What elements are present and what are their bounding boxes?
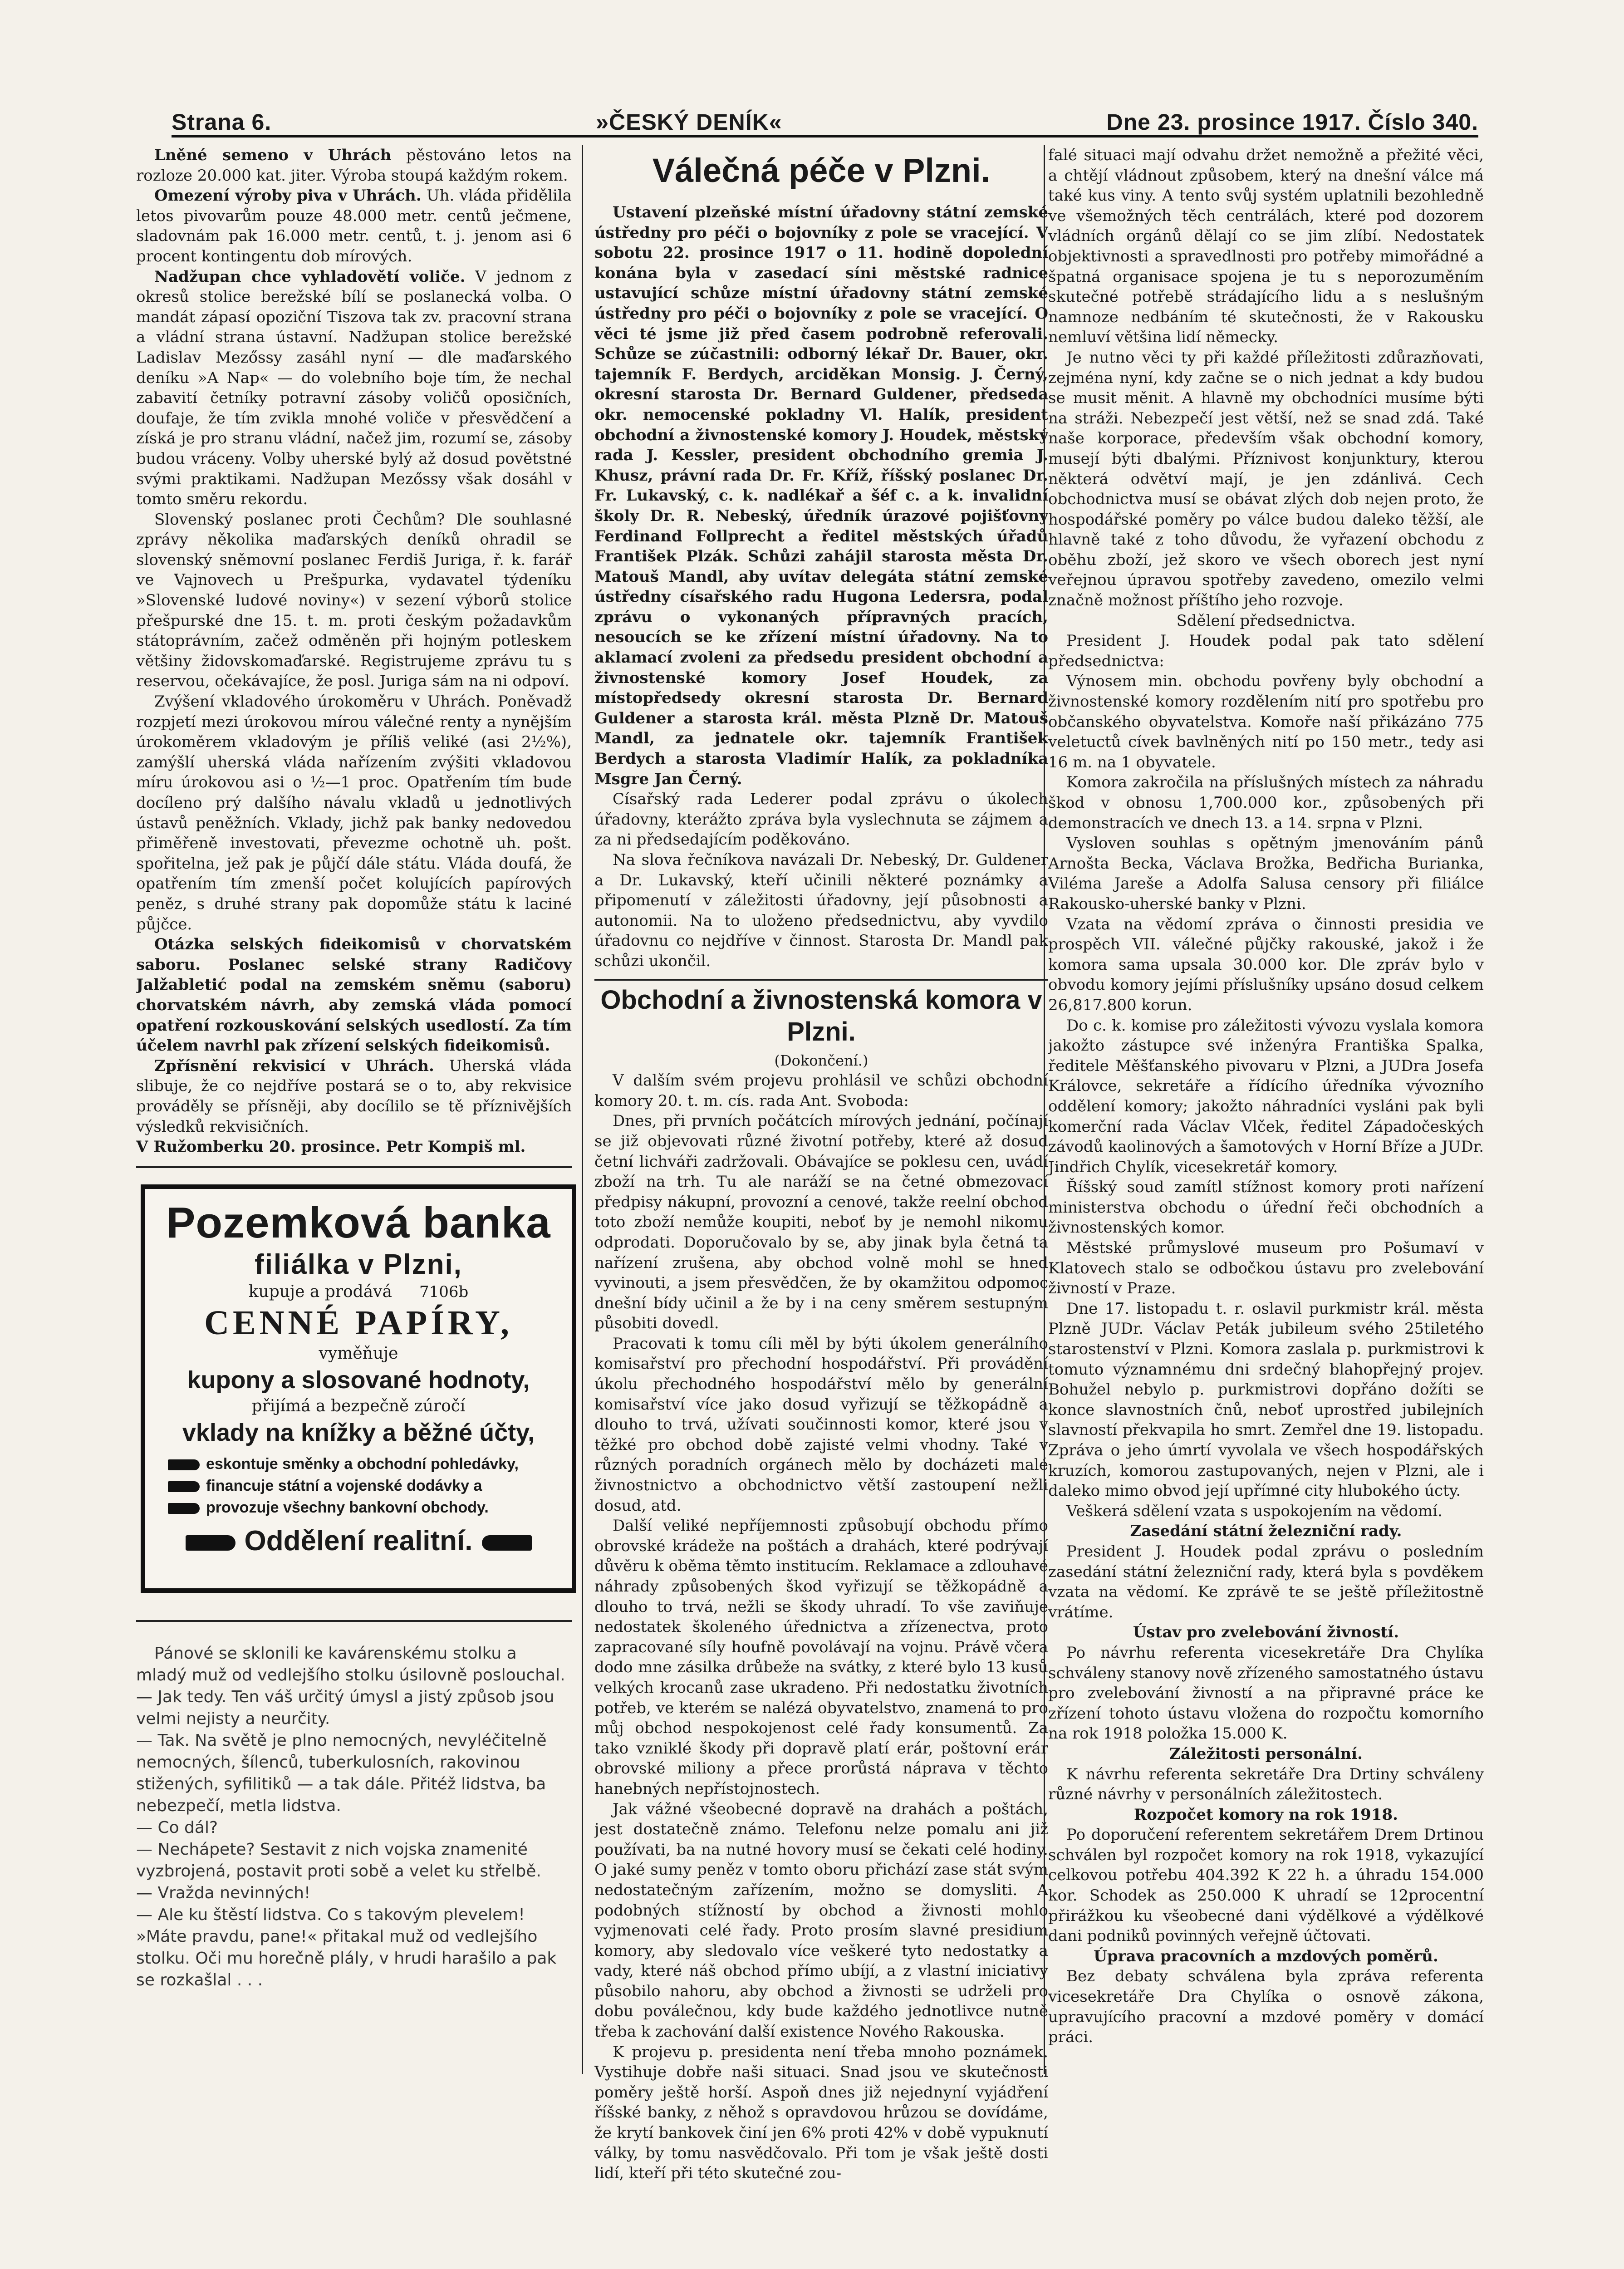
article-komora-p4: Další veliké nepříjemnosti způsobují obchodu přímo obrovské krádeže na poštách a drahách, které podrývají důvěru k oběma těmto institucím. Reklamace a zdlouhavé náhrady způsobených škod vyřizují se těžkopádně a dlouho to trvá, nežli se škody uhradí. To vše zaviňuje nedostatek školeného úřednictva a zřízenectva, proto zapracované síly houfně povolávají na vojnu. Právě včera dodo mne zásilka drůbeže na svátky, z které bylo 13 kusů velkých krocanů zase ukradeno. Při nedostatku životních potřeb, ve kterém se nalézá obyvatelstvo, znamená to pro můj obchod nespokojenost celé řady konsumentů. Za tako vzniklé škody při dopravě platí erár, poštovní erár obrovské miliony a přece prorůstá náprava v těchto hanebných nepřístojnostech.: [594, 1517, 1048, 1798]
ad-title: Pozemková banka: [166, 1198, 551, 1247]
ad-code: 7106b: [419, 1283, 469, 1301]
pointing-hand-icon: [186, 1535, 236, 1551]
section-predsednictvo-p8: Městské průmyslové museum pro Pošumaví v Klatovech stalo se odbočkou ústavu pro zvelebování živností v Praze.: [1048, 1239, 1484, 1298]
ad-service: financuje státní a vojenské dodávky a: [168, 1475, 558, 1497]
section-title-zeleznicni-rada: Zasedání státní železniční rady.: [1130, 1522, 1402, 1541]
section-personalni-p1: K návrhu referenta sekretáře Dra Drtiny schváleny různé návrhy v personálních záležitostech.: [1048, 1765, 1484, 1804]
headline-valecna-pece: Válečná péče v Plzni.: [652, 152, 991, 189]
ad-line-buys: kupuje a prodává 7106b: [248, 1282, 469, 1301]
ad-papiry: CENNÉ PAPÍRY,: [204, 1304, 513, 1342]
article-komora-p1: V dalším svém projevu prohlásil ve schůzi obchodní komory 20. t. m. cís. rada Ant. Svoboda:: [594, 1071, 1048, 1110]
section-predsednictvo-p6: Do c. k. komise pro záležitosti vývozu vyslala komora jakožto zástupce své inženýra Františka Spalka, ředitele Měšťanského pivovaru v Plzni, a JUDra Josefa Královce, sekretáře a řídícího úředníka vývozního oddělení komory; jakožto náhradníci vysláni pak byli komerční rada Václav Vlček, ředitel Západočeských závodů kaolinových a šamotových v Horní Bříze a JUDr. Jindřich Chylík, vicesekretář komory.: [1048, 1016, 1484, 1176]
ad-line-exchanges: vyměňuje: [319, 1344, 398, 1363]
pointing-hand-icon: [168, 1481, 200, 1492]
ad-subtitle: filiálka v Plzni,: [255, 1249, 462, 1280]
section-title-rozpocet: Rozpočet komory na rok 1918.: [1133, 1805, 1398, 1824]
article-valecna-pece-p2: Císařský rada Lederer podal zprávu o úkolech úřadovny, kterážto zpráva byla vyslechnuta se zájmem a za ni předsedajícím poděkováno.: [594, 790, 1048, 849]
article-komora-cont-p1: falé situaci mají odvahu držet nemožně a přežité věci, a chtějí vládnout způsobem, který na dnešní válce má také kus viny. A tento svůj systém uplatnili bezohledně ve všemožných těch centrálách, které pod dozorem vládních orgánů dělají co se jim zlíbí. Nedostatek objektivnosti a spravedlnosti pro potřeby mimořádné a špatná organisace spojena je tu s neporozuměním skutečné potřebě strádajícího lidu a s neslušným namnoze nedbáním té skutečnosti, že v Rakousku nemluví většina lidí německy.: [1048, 146, 1484, 347]
column-left: [136, 145, 572, 1157]
section-predsednictvo-p2: Výnosem min. obchodu povřeny byly obchodní a živnostenské komory rozdělením nití pro spotřebu pro občanského obyvatelstva. Komoře naší přikázáno 775 veletuctů cívek bavlněných nití po 150 metr., tedy asi 16 m. na 1 obyvatele.: [1048, 672, 1484, 771]
section-title-ustav: Ústav pro zvelebování živností.: [1133, 1623, 1399, 1642]
article-komora-p2: Dnes, při prvních počátcích mírových jednání, počínají se již objevovati různé životní potřeby, které až dosud četní lichváři zadržovali. Obávajíce se poklesu cen, uvádí zboží na trh. Tu ale naráží se na četné obmezovací předpisy nákupní, provozní a cenové, takže reelní obchod toto zboží nemůže koupiti, neboť by je nemohl nikomu odprodati. Doporučovalo by se, aby jinak byla četná ta nařízení zrušena, aby obchod volně mohl se hned vyvinouti, a jsem přesvědčen, že by okamžitou odpomoc dnešní bídy učinil a že by i na ceny směrem sestupným působiti dovedl.: [594, 1112, 1048, 1333]
ad-line-kupony: kupony a slosované hodnoty,: [187, 1366, 530, 1394]
article-rekvisice: Zpřísnění rekvisicí v Uhrách. Uherská vláda slibuje, že co nejdříve postará se o to, aby rekvisice prováděly se přísněji, aby docílilo se tě příznivějších výsledků rekvisičních.: [136, 1056, 572, 1136]
feuilleton-text: [136, 1643, 572, 2065]
ad-service: eskontuje směnky a obchodní pohledávky,: [168, 1453, 558, 1475]
issue-date: Dne 23. prosince 1917. Číslo 340.: [1106, 109, 1478, 135]
section-zeleznicni-rada-p1: President J. Houdek podal zprávu o posledním zasedání státní železniční rady, která byla s povděkem vzata na vědomí. Ke zprávě te se ještě příležitostně vrátíme.: [1048, 1542, 1484, 1621]
header-rule: [172, 135, 1478, 138]
article-nadzupan: Nadžupan chce vyhladovětí voliče. V jednom z okresů stolice berežské bílí se poslanecká volba. O mandát zápasí opoziční Tiszova tak zv. pracovní strana a vládní strana ústavní. Nadžupan stolice berežské Ladislav Mezőssy zasáhl nyní — dle maďarského deníku »A Nap« — do volebního boje tím, že nechal zabavití četníky potravní zásoby voličů oposičních, doufaje, že tím zvikla mnohé voliče v přesvědčení a získá je pro stranu vládní, načež jim, rozumí se, zásoby budou vráceny. Volby uherské bylý až dosud povětstné svými praktikami. Nadžupan Mezőssy však dosáhl v tomto směru rekordu.: [136, 267, 572, 509]
article-slovensky-poslanec: Slovenský poslanec proti Čechům? Dle souhlasné zprávy několika maďarských deníků ohradil se slovenský sněmovní poslanec Ferdiš Juriga, ř. k. farář ve Vajnovech u Prešpurka, vydavatel týdeníku »Slovenské ludové noviny«) v sezení výborů stolice přešpurské dne 15. t. m. proti českým požadavkům státoprávním, začež odměněn při hojným potleskem většiny židovskomaďarské. Registrujeme zprávu tu s reservou, očekávajíce, že posl. Juriga sám na ni odpoví.: [136, 510, 572, 691]
ad-line-prijima: přijímá a bezpečně zúročí: [251, 1397, 466, 1415]
pointing-hand-icon: [482, 1535, 532, 1551]
section-title-uprava: Úprava pracovních a mzdových poměrů.: [1094, 1947, 1438, 1965]
section-uprava-p1: Bez debaty schválena byla zpráva referenta vicesekretáře Dra Chylíka o osnově zákona, upravujícího pracovní a mzdové poměry v domácí práci.: [1048, 1967, 1484, 2047]
column-rule-1: [582, 145, 583, 2074]
ad-service: provozuje všechny bankovní obchody.: [168, 1497, 558, 1518]
article-komora-p6: K projevu p. presidenta není třeba mnoho poznámek. Vystihuje dobře naši situaci. Snad jsou ve skutečnosti poměry ještě horší. Aspoň dnes již nejednyní vyjádření říšské banky, z něhož s opravdovou hrůzou se dovídáme, že krytí bankovek činí jen 6% proti 42% v době vypuknutí války, by tomu nasvědčovalo. Při tom je však ještě dosti lidí, kteří při této skutečné zou-: [594, 2043, 1048, 2183]
column-middle: [594, 145, 1048, 2215]
ad-line-vklady: vklady na knížky a běžné účty,: [182, 1419, 535, 1446]
article-komora-cont-p2: Je nutno věci ty při každé příležitosti zdůrazňovati, zejména nyní, kdy začne se o nich jednat a kdy budou se musit měnit. A hlavně my obchodníci musíme býti na stráži. Nebezpečí jest větší, než se snad zdá. Také naše korporace, především však obchodní komory, musejí býti dbalými. Příznivost konjunktury, kterou některá odvětví mají, je jen zdánlivá. Cech obchodnictva musí se obávat zlých dob nejen proto, že hospodářské poměry po válce budou daleko těžší, ale hlavně také z toho důvodu, že vyřazení obchodu z oběhu zboží, jež skoro ve všech oborech jest nyní veřejnou úpravou spotřeby zavedeno, omezilo velmi značně možnost příštího jeho rozvoje.: [1048, 348, 1484, 610]
section-predsednictvo-p4: Vysloven souhlas s opětným jmenováním pánů Arnošta Becka, Václava Brožka, Bedřicha Burianka, Viléma Jareše a Adolfa Salusa censory při filiálce Rakousko-uherské banky v Plzni.: [1048, 834, 1484, 913]
section-rozpocet-p1: Po doporučení referentem sekretářem Drem Drtinou schválen byl rozpočet komory na rok 1918, vykazující celkovou potřebu 404.392 K 22 h. a úhradu 154.000 kor. Schodek as 250.000 K uhradí se 12procentní přirážkou ku všeobecné dani výdělkové a výdělkové dani podniků povinných veřejně účtovati.: [1048, 1826, 1484, 1945]
divider-ad-feuilleton: [136, 1620, 572, 1622]
divider-col2: [594, 979, 1048, 981]
advertisement-bank: [141, 1184, 576, 1593]
section-predsednictvo-p7: Říšský soud zamítl stížnost komory proti nařízení ministerstva obchodu o úřední řeči obchodních a živnostenských komor.: [1048, 1178, 1484, 1237]
section-predsednictvo-p1: President J. Houdek podal pak tato sdělení předsednictva:: [1048, 632, 1484, 670]
article-lnene-semeno: Lněné semeno v Uhrách pěstováno letos na rozloze 20.000 kat. jiter. Výroba stoupá každým rokem.: [136, 146, 572, 185]
article-urokomer: Zvýšení vkladového úrokoměru v Uhrách. Poněvadž rozpjetí mezi úrokovou mírou válečné renty a nynějším úrokoměrem vkladovým je příliš veliké (asi 2½%), zamýšlí uherská vláda nařízením zvýšiti vkladovou míru úrokovou asi o ½—1 proc. Opatřením tím bude docíleno prý dalšího návalu vkladů u jednotlivých ústavů peněžních. Vklady, jichž pak banky nedovedou přiměřeně investovati, převezme ochotně uh. pošt. spořitelna, jež pak je půjčí dále státu. Vláda doufá, že opatřením tím zmenší počet kolujících papírových peněz, s druhé strany pak dopomůže státu k laciné půjčce.: [136, 692, 572, 933]
section-predsednictvo-p5: Vzata na vědomí zpráva o činnosti presidia ve prospěch VII. válečné půjčky rakouské, jakož i že komora sama upsala 30.000 kor. Dle zpráv bylo v obvodu komory jejími příslušníky upsáno dosud celkem 26,817.800 korun.: [1048, 915, 1484, 1014]
headline-komora: Obchodní a živnostenská komora v Plzni.: [600, 985, 1042, 1046]
signature: V Ružomberku 20. prosince. Petr Kompiš ml.: [136, 1138, 526, 1156]
ad-services: [168, 1453, 558, 1518]
section-predsednictvo-p3: Komora zakročila na příslušných místech za náhradu škod v obnosu 1,700.000 kor., způsobených při demonstracích ve dnech 13. a 14. srpna v Plzni.: [1048, 773, 1484, 832]
column-right: [1048, 145, 1484, 2215]
pointing-hand-icon: [168, 1459, 200, 1470]
page-header: [172, 103, 1478, 135]
section-predsednictvo-p10: Veškerá sdělení vzata s uspokojením na vědomí.: [1066, 1502, 1442, 1520]
article-pivo: Omezení výroby piva v Uhrách. Uh. vláda přidělila letos pivovarům pouze 48.000 metr. centů ječmene, sladovnám pak 16.000 metr. centů, t. j. jenom asi 6 procent kontingentu dob mírových.: [136, 187, 572, 265]
divider-col1-ad: [136, 1166, 572, 1168]
article-komora-p3: Pracovati k tomu cíli měl by býti úkolem generálního komisařství pro přechodní hospodářství. Při provádění úkolu přechodného hospodářství mělo by generální komisařství více jako dosud vyřizují se těžkopádně a dlouho to trvá, užívati součinnosti komor, které jsou v těžké pro obchod době zajisté velmi vhodny. Také v různých poradních orgánech mělo by docházeti malé živnostnictvo a obchodnictvo větší zastoupení nežli dosud, atd.: [594, 1334, 1048, 1515]
continuation-note: (Dokončení.): [774, 1051, 868, 1069]
feuilleton-body: Pánové se sklonili ke kavárenskému stolku a mladý muž od vedlejšího stolku úsilovně poslouchal. — Jak tedy. Ten váš určitý úmysl a jistý způsob jsou velmi nejisty a neurčity. — Tak. Na světě je plno nemocných, nevyléčitelně nemocných, šílenců, tuberkulosních, rakovinou stižených, syfilitiků — a tak dále. Přitéž lidstva, ba nebezpečí, metla lidstva. — Co dál? — Nechápete? Sestavit z nich vojska znamenité vyzbrojená, postavit proti sobě a velet ku střelbě. — Vražda nevinných! — Ale ku štěstí lidstva. Co s takovým plevelem! »Máte pravdu, pane!« přitakal muž od vedlejšího stolku. Oči mu horečně plály, v hrudi harašilo a pak se rozkašlal . . .: [136, 1644, 565, 1989]
page-number: Strana 6.: [172, 109, 272, 135]
article-valecna-pece-p1: Ustavení plzeňské místní úřadovny státní zemské ústředny pro péči o bojovníky z pole se vracející. V sobotu 22. prosince 1917 o 11. hodině dopolední konána byla v zasedací síni městské radnice ustavující schůze místní úřadovny státní zemské ústředny pro péči o bojovníky z pole se vracející. O věci té jsme již před časem podrobně referovali. Schůze se zúčastnili: odborný lékař Dr. Bauer, okr. tajemník F. Berdych, arciděkan Monsig. J. Černý, okresní starosta Dr. Bernard Guldener, předseda okr. nemocenské pokladny Vl. Halík, president obchodní a živnostenské komory J. Houdek, městský rada J. Kessler, president obchodního gremia J. Khusz, právní rada Dr. Fr. Kříž, říšský poslanec Dr. Fr. Lukavský, c. k. nadlékař a šéf c. a k. invalidní školy Dr. R. Nebeský, úředník úrazové pojišťovny Ferdinand Follprecht a ředitel městských úřadů František Plzák. Schůzi zahájil starosta města Dr. Matouš Mandl, aby uvítav delegáta státní zemské ústředny císařského radu Hugona Ledersra, podal zprávu o vykonaných přípravných pracích, nesoucích se ke zřízení místní úřadovny. Na to aklamací zvoleni za předsedu president obchodní a živnostenské komory Josef Houdek, za místopředsedy okresní starosta Dr. Bernard Guldener a starosta král. města Plzně Dr. Matouš Mandl, za jednatele okr. tajemník František Berdych a starosta Vladimír Halík, za pokladníka Msgre Jan Černý.: [594, 203, 1048, 788]
section-title-predsednictvo: Sdělení předsednictva.: [1176, 611, 1356, 630]
article-komora-p5: Jak vážné všeobecné dopravě na drahách a poštách, jest dostatečně známo. Telefonu nelze pomalu ani již používati, ba na nutné hovory musí se čekati celé hodiny. O jaké sumy peněz v tomto oboru přichází zase stát svým nedostatečným zařízením, možno se domysliti. A podobných stížností by obchod a živnosti mohlo vyjmenovati celé řady. Proto prosím slavné presidium komory, aby sledovalo více veškeré tyto nedostatky a vady, které náš obchod přímo ubíjí, a z vlastní iniciativy působilo nahoru, aby obchod a živnosti se udrželi pro dobu poválečnou, kdy bude každého jednotlivce nutně třeba k zachování další existence Nového Rakouska.: [594, 1800, 1048, 2041]
newspaper-name: »ČESKÝ DENÍK«: [596, 109, 782, 135]
article-fideikomisy: Otázka selských fideikomisů v chorvatském saboru. Poslanec selské strany Radičovy Jalžabletić podal na zemském sněmu (saboru) chorvatském návrh, aby zemská vláda pomocí opatření rozkouskování selských usedlostí. Za tím účelem navrhl pak zřízení selských fideikomisů.: [136, 935, 572, 1055]
ad-footer: Oddělení realitní.: [159, 1523, 558, 1559]
article-valecna-pece-p3: Na slova řečníkova navázali Dr. Nebeský, Dr. Guldener a Dr. Lukavský, kteří učinili některé poznámky a připomenutí v záležitosti úřadovny, její působnosti a autonomii. Na to uloženo předsednictvu, aby vyvdilo úřadovnu co nejdříve v činnost. Starosta Dr. Mandl pak schůzi ukončil.: [594, 851, 1048, 970]
section-predsednictvo-p9: Dne 17. listopadu t. r. oslavil purkmistr král. města Plzně JUDr. Václav Peták jubileum svého 25tiletého starostenství v Plzni. Komora zaslala p. purkmistrovi k tomuto významnému dni srdečný blahopřejný projev. Bohužel nebylo p. purkmistrovi dopřáno dožíti se konce slavnostních čnů, neboť uprostřed jubilejních slavností překvapila ho smrt. Zemřel dne 19. listopadu. Zpráva o jeho úmrtí vyvolala ve všech hospodářských kruzích, komorou zastupovaných, nejen v Plzni, ale i daleko mimo obvod její upřímné city hlubokého úcty.: [1048, 1299, 1484, 1500]
pointing-hand-icon: [168, 1503, 200, 1514]
section-title-personalni: Záležitosti personální.: [1169, 1744, 1363, 1763]
section-ustav-p1: Po návrhu referenta vicesekretáře Dra Chylíka schváleny stanovy nově zřízeného samostatného ústavu pro zvelebování živností a na připravné práce ke zřízení tohoto ústavu vložena do rozpočtu komorního na rok 1918 položka 15.000 K.: [1048, 1643, 1484, 1743]
